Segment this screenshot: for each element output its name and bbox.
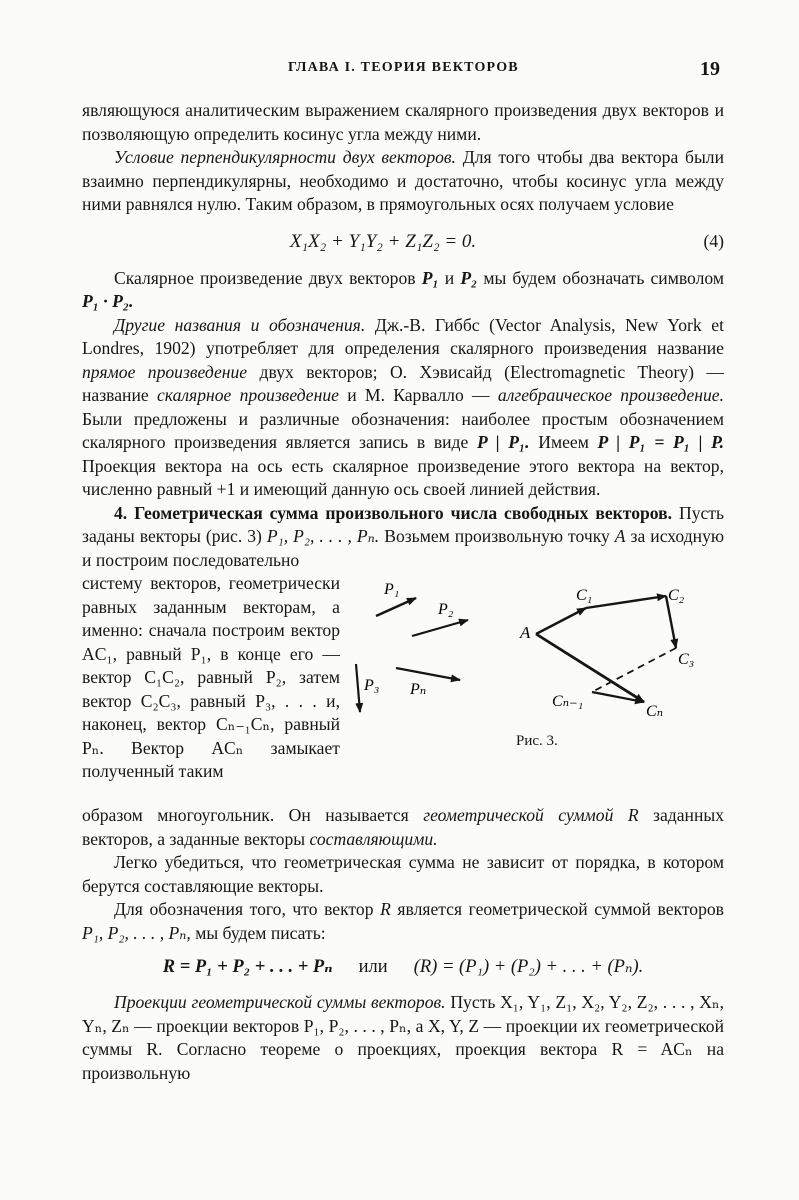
paragraph-other-names: Другие названия и обозначения. Дж.-В. Гиббс (Vector Analysis, New York et Londres, 1902) употребляет для определения скалярного произведения название прямое произведение двух векторов; О. Хэвисайд (Electromagnetic Theory) — название скалярное произведение и М. Карвалло — алгебраическое произведение. Были предложены и различные обозначения: наиболее простым обозначением скалярного произведения является запись в виде P | P₁. Имеем P | P₁ = P₁ | P. Проекция вектора на ось есть скалярное произведение этого вектора на вектор, численно равный +1 и имеющий данную ось своей линией действия. (82, 314, 724, 499)
label-p3: P₃ (364, 677, 380, 694)
body-text (82, 99, 724, 1085)
label-c1: C₁ (576, 587, 593, 604)
vector-a-cn-resultant-arrow (536, 634, 644, 702)
figure-3 (348, 572, 724, 804)
formula-4-expression: X₁X₂ + Y₁Y₂ + Z₁Z₂ = 0. (289, 230, 477, 252)
formula-sum-right: (R) = (P₁) + (P₂) + . . . + (Pₙ). (413, 957, 644, 978)
formula-sum-left: R = P₁ + P₂ + . . . + Pₙ (162, 957, 333, 978)
vector-p1-arrow (376, 598, 416, 616)
paragraph-scalar-symbol: Скалярное произведение двух векторов P₁ и P₂ мы будем обозначать символом P₁ · P₂. (82, 267, 724, 311)
vector-p3-arrow (356, 664, 360, 712)
formula-sum-or: или (358, 957, 388, 978)
label-c2: C₂ (668, 587, 685, 604)
vector-p2-arrow (412, 620, 468, 636)
figure-caption: Рис. 3. (516, 733, 558, 749)
section-4-title: 4. Геометрическая сумма произвольного числа свободных векторов. (114, 502, 673, 523)
wrapped-figure-block (82, 572, 724, 804)
paragraph-wrapped-construction: систему векторов, геометрически равных заданным векторам, а именно: сначала построим вектор AC₁, равный P₁, в конце его — вектор C₁C₂, равный P₂, затем вектор C₂C₃, равный P₃, . . . и, наконец, вектор Cₙ₋₁Cₙ, равный Pₙ. Вектор ACₙ замыкает полученный таким (82, 573, 340, 781)
paragraph-perpendicularity: Условие перпендикулярности двух векторов. Для того чтобы два вектора были взаимно перпендикулярны, необходимо и достаточно, чтобы косинус угла между ними равнялся нулю. Таким образом, в прямоугольных осях получаем условие (82, 147, 724, 214)
paragraph-geometric-sum: образом многоугольник. Он называется геометрической суммой R заданных векторов, а заданные векторы составляющими. (82, 805, 724, 849)
running-title: ГЛАВА I. ТЕОРИЯ ВЕКТОРОВ (288, 60, 519, 75)
label-a: A (520, 623, 531, 642)
page-header (82, 58, 724, 82)
label-pn: Pₙ (410, 681, 427, 698)
equation-number: (4) (703, 230, 724, 251)
label-p1: P₁ (384, 581, 400, 598)
vector-c1-c2-arrow (586, 596, 666, 608)
dashed-segment-c3-cn1 (592, 648, 676, 692)
paragraph-notation: Для обозначения того, что вектор R является геометрической суммой векторов P₁, P₂, . . . , Pₙ, мы будем писать: (82, 899, 724, 943)
formula-geometric-sum (82, 945, 724, 991)
paragraph-projections-sum: Проекции геометрической суммы векторов. Пусть X₁, Y₁, Z₁, X₂, Y₂, Z₂, . . . , Xₙ, Yₙ, Zₙ — проекции векторов P₁, P₂, . . . , Pₙ, а X, Y, Z — проекции их геометрической суммы R. Согласно теореме о проекциях, проекция вектора R = ACₙ на произвольную (82, 992, 725, 1083)
label-c3: C₃ (678, 651, 695, 668)
paragraph-order-independence: Легко убедиться, что геометрическая сумма не зависит от порядка, в котором берутся составляющие векторы. (82, 852, 724, 896)
vector-a-c1-arrow (536, 608, 586, 634)
page-number: 19 (700, 58, 720, 80)
vector-pn-arrow (396, 668, 460, 680)
label-cn: Cₙ (646, 703, 664, 720)
section-4-heading-paragraph: 4. Геометрическая сумма произвольного числа свободных векторов. Пусть заданы векторы (рис. 3) P₁, P₂, . . . , Pₙ. Возьмем произвольную точку A за исходную и построим последовательно (82, 502, 725, 570)
formula-4 (82, 217, 724, 267)
label-cn-1: Cₙ₋₁ (552, 693, 584, 710)
label-p2: P₂ (438, 601, 454, 618)
paragraph-scalar-expression: являющуюся аналитическим выражением скалярного произведения двух векторов и позволяющую определить косинус угла между ними. (82, 100, 724, 144)
